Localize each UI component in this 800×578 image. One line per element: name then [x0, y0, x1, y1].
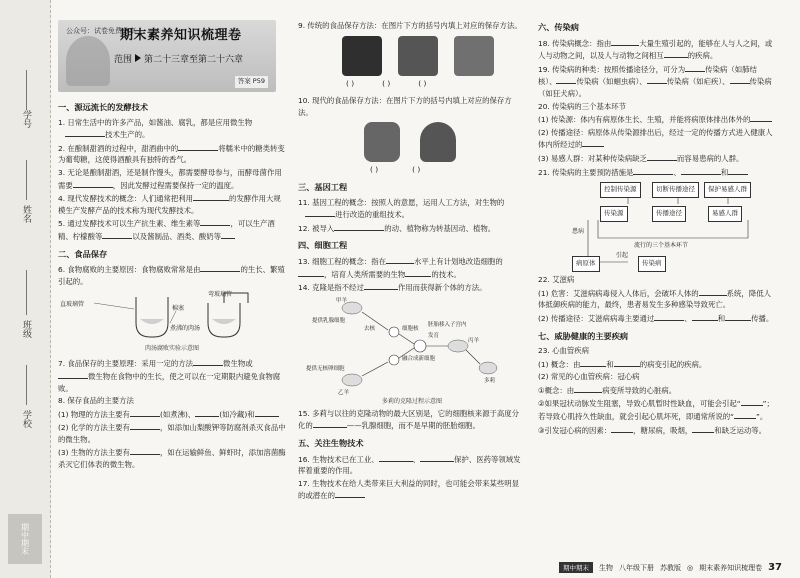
broth-experiment-figure	[58, 289, 286, 353]
broth-label: 煮沸的肉汤	[170, 325, 201, 333]
blank[interactable]	[255, 408, 279, 417]
blank[interactable]	[647, 75, 667, 84]
flask-diagram	[58, 289, 286, 345]
section-heading: 二、食品保存	[58, 248, 108, 259]
pathogen-box: 病原体	[572, 256, 600, 272]
school-line	[26, 365, 27, 405]
causes-label: 引起	[616, 252, 629, 260]
blank[interactable]	[221, 230, 235, 239]
middle-column	[298, 20, 526, 503]
dolly-label: 多莉	[484, 377, 496, 384]
question-23-1: (1) 概念：由 和 的病变引起的疾病。	[538, 359, 707, 369]
question-6: 6. 食物腐败的主要原因：食物腐败常常是由 的生长、繁殖引起的。	[58, 265, 285, 286]
blank[interactable]	[313, 419, 347, 428]
question-22-1: (1) 危害：艾滋病病毒侵入人体后，会破坏人体的 系统，降低人体抵御疾病的能力，最终，患者易发生多种感染导致死亡。	[538, 288, 771, 310]
blank[interactable]	[386, 255, 414, 264]
photo-salted-fish	[342, 36, 382, 76]
question-16: 16. 生物技术已在工业、 、 保护、医药等领域发挥着重要的作用。	[298, 454, 521, 476]
question-8: 8. 保存食品的主要方法	[58, 396, 134, 406]
binding-strip	[0, 0, 51, 578]
fused-cell-label: 融合成新细胞	[402, 355, 436, 362]
blank[interactable]	[298, 268, 324, 277]
blank[interactable]	[692, 312, 718, 321]
three-links-label: 流行的三个基本环节	[634, 242, 689, 250]
nucleus-label: 细胞核	[402, 325, 419, 332]
blank[interactable]	[580, 358, 606, 367]
blank[interactable]	[193, 192, 229, 201]
blank[interactable]	[730, 75, 750, 84]
question-9: 9. 传统的食品保存方法：在图片下方的括号内填上对应的保存方法。	[298, 21, 522, 30]
blank[interactable]	[178, 142, 218, 151]
question-5: 5. 通过发酵技术可以生产抗生素、维生素等 ，可以生产酒精、柠檬酸等 以及酱制品、酒类、酸奶等	[58, 219, 275, 241]
sheep-a-label: 甲羊	[336, 297, 348, 304]
question-8-3: (3) 生物的方法主要有 ，如在运输鲜鱼、鲜虾时，添加溶菌酶杀灭它们体表的微生物。	[58, 448, 286, 470]
range-prefix: 范围	[114, 55, 133, 65]
footer-grade: 八年级下册	[618, 563, 654, 572]
question-22: 22. 艾滋病	[538, 275, 575, 285]
figure-caption: 肉汤腐败实验示意图	[144, 345, 199, 353]
blank[interactable]	[647, 152, 677, 161]
question-12: 12. 被导入 的动、植物称为转基因动、植物。	[298, 223, 496, 233]
blank[interactable]	[379, 453, 413, 462]
question-2: 2. 在酿制甜酒的过程中，甜酒曲中的 将糯米中的糖类转变为葡萄糖，这使得酒酿具有独特的香气。	[58, 143, 285, 165]
photo-dried-meat	[398, 36, 438, 76]
question-23-2b: ②如果冠状动脉发生阻塞，导致心肌暂时性缺血，可能会引起“ ”；若导致心肌持久性缺血，就会引起心肌坏死，即通常所说的“ ”。	[538, 399, 774, 422]
implant-label: 胚胎移入子宫内发育	[428, 321, 467, 340]
left-column	[58, 20, 286, 472]
question-1: 1. 日常生活中的许多产品，如酱油、腐乳，都是应用微生物 技术生产的。	[58, 117, 253, 140]
sheep-c-label: 丙羊	[468, 337, 480, 344]
egg-donor-label: 提供无核卵细胞	[306, 365, 345, 372]
section-heading: 一、源远流长的发酵技术	[58, 102, 149, 112]
school-label: 学校	[21, 410, 31, 428]
blank[interactable]	[335, 489, 365, 498]
blank[interactable]	[699, 287, 727, 296]
name-line	[26, 160, 27, 200]
straight-tube-label: 直玻璃管	[60, 301, 85, 309]
q9-blank-3[interactable]: ( )	[418, 78, 427, 88]
traditional-preservation-photos	[342, 36, 526, 76]
photo-vacuum-package	[420, 122, 456, 162]
section-heading: 三、基因工程	[298, 181, 348, 192]
blank[interactable]	[73, 179, 113, 188]
cut-route-box: 切断传播途径	[652, 182, 699, 198]
question-19: 19. 传染病的种类：按照传播途径分，可分为 传染病（如肺结核）、 传染病（如蛔虫病）、 传染病（如疟疾）、 传染病（如狂犬病）。	[538, 64, 772, 98]
section-heading: 七、威胁健康的主要疾病	[538, 330, 629, 341]
wechat-note: 公众号：试卷免费分享	[66, 27, 136, 35]
question-20-3: (3) 易感人群：对某种传染病缺乏 而容易患病的人群。	[538, 153, 744, 163]
blank[interactable]	[741, 397, 763, 406]
blank[interactable]	[193, 357, 223, 366]
mascot-icon	[66, 36, 110, 86]
blank[interactable]	[420, 453, 454, 462]
q10-blank-2[interactable]: ( )	[412, 165, 421, 175]
question-23-2a: ①概念：由 病变所导致的心脏病。	[538, 385, 677, 395]
blank[interactable]	[725, 312, 751, 321]
student-id-line	[26, 70, 27, 110]
blank[interactable]	[611, 37, 639, 46]
question-22-2: (2) 传播途径：艾滋病病毒主要通过 、 和 传播。	[538, 313, 774, 323]
play-icon	[135, 54, 141, 62]
blank[interactable]	[582, 138, 604, 147]
question-23-2c: ③引发冠心病的因素： ，糖尿病，吸烟， 和缺乏运动等。	[538, 425, 767, 435]
blank[interactable]	[692, 424, 714, 433]
susceptible-box: 易感人群	[708, 206, 742, 222]
blank[interactable]	[405, 268, 431, 277]
range-text: 第二十三章至第二十六章	[144, 55, 244, 65]
blank[interactable]	[200, 217, 230, 226]
blank[interactable]	[130, 446, 160, 455]
blank[interactable]	[130, 408, 160, 417]
class-label: 班级	[21, 320, 31, 338]
range-line	[114, 54, 243, 67]
page-footer	[559, 562, 782, 573]
binding-stamp: 期中期末	[8, 514, 42, 564]
question-3: 3. 无论是酿制甜酒，还是制作馒头，都需要酵母参与，而酵母菌作用需要 ，因此发酵过程需要保持一定的温度。	[58, 167, 282, 190]
blank[interactable]	[305, 208, 335, 217]
question-7: 7. 食品保存的主要原理：采用一定的方法 微生物或 微生物在食物中的生长，使之可以在一定期限内避免食物腐败。	[58, 359, 281, 393]
question-21: 21. 传染病的主要预防措施是 、 和	[538, 166, 774, 179]
infection-chain-diagram	[538, 180, 774, 270]
source-box: 传染源	[600, 206, 628, 222]
footer-edition: 苏教版	[659, 563, 681, 572]
section-heading: 五、关注生物技术	[298, 437, 364, 448]
donor-cell-label: 提供乳腺细胞	[312, 317, 346, 324]
footer-subject: 生物	[598, 563, 613, 572]
question-14: 14. 克隆是指不经过 作用而获得新个体的方法。	[298, 283, 487, 293]
name-label: 姓名	[21, 205, 31, 223]
question-4: 4. 现代发酵技术的概念：人们通常把利用 的发酵作用大规模生产发酵产品的技术称为现代发酵技术。	[58, 194, 281, 215]
cotton-plug-label: 棉塞	[172, 305, 185, 313]
section-heading: 六、传染病	[538, 22, 579, 32]
blank[interactable]	[664, 49, 688, 58]
blank[interactable]	[633, 166, 673, 175]
class-line	[26, 270, 27, 315]
page-title: 期末素养知识梳理卷	[120, 28, 242, 43]
footer-label: 期末素养知识梳理卷	[699, 563, 763, 572]
q9-blank-2[interactable]: ( )	[382, 78, 391, 88]
sheep-b-label: 乙羊	[338, 389, 350, 396]
blank[interactable]	[65, 128, 105, 137]
blank[interactable]	[58, 370, 88, 379]
control-source-box: 控制传染源	[600, 182, 641, 198]
blank[interactable]	[364, 281, 398, 290]
question-17: 17. 生物技术在给人类带来巨大利益的同时，也可能会带来某些明显的或潜在的	[298, 478, 520, 501]
enucleate-label: 去核	[364, 325, 376, 332]
blank[interactable]	[728, 166, 748, 175]
question-23-2: (2) 常见的心血管疾病：冠心病	[538, 372, 640, 382]
q9-blank-1[interactable]: ( )	[346, 78, 355, 88]
modern-preservation-photos	[364, 122, 526, 162]
photo-pickled-food	[454, 36, 494, 76]
photo-canned-food	[364, 122, 400, 162]
footer-bullet-icon: ◎	[686, 563, 694, 572]
blank[interactable]	[750, 113, 772, 122]
q10-blank-1[interactable]: ( )	[370, 165, 379, 175]
blank[interactable]	[130, 421, 160, 430]
question-20: 20. 传染病的三个基本环节	[538, 101, 627, 111]
blank[interactable]	[102, 230, 132, 239]
route-box: 传播途径	[652, 206, 686, 222]
answer-ref: 答案 P59	[235, 76, 268, 88]
disease-box: 传染病	[638, 256, 666, 272]
question-23: 23. 心血管疾病	[538, 346, 590, 356]
page-number: 37	[768, 562, 782, 573]
protect-group-box: 保护易感人群	[704, 182, 751, 198]
question-18: 18. 传染病概念：指由 大量生殖引起的，能够在人与人之间，或人与动物之间，以及人与动物之间相互 的疾病。	[538, 38, 773, 61]
blank[interactable]	[654, 312, 684, 321]
blank[interactable]	[195, 408, 219, 417]
question-15: 15. 多莉与以往的克隆动物的最大区别是，它的细胞核来源于高度分化的 ——乳腺细胞，而不是早期的胚胎细胞。	[298, 408, 520, 431]
blank[interactable]	[685, 63, 705, 72]
question-20-1: (1) 传染源：体内有病原体生长、生殖，并能将病原体排出体外的	[538, 113, 774, 126]
blank[interactable]	[611, 424, 633, 433]
blank[interactable]	[334, 222, 384, 231]
sick-label: 患病	[572, 228, 585, 236]
clone-diagram	[298, 296, 526, 406]
question-8-1: (1) 物理的方法主要有 (如煮沸)、 (如冷藏)和	[58, 408, 286, 421]
q10-blank-row	[370, 164, 526, 176]
q9-blank-row	[346, 78, 526, 90]
right-column	[538, 16, 774, 437]
clone-caption: 多莉的克隆过程示意图	[381, 397, 442, 405]
section-heading: 四、细胞工程	[298, 240, 348, 251]
blank[interactable]	[734, 410, 756, 419]
question-13: 13. 细胞工程的概念：指在 水平上有计划地改造细胞的 ，培育人类所需要的生物 的技术。	[298, 256, 503, 279]
question-11: 11. 基因工程的概念：按照人的意愿，运用人工方法，对生物的 进行改造的重组技术。	[298, 197, 505, 220]
blank[interactable]	[200, 263, 240, 272]
blank[interactable]	[574, 384, 602, 393]
bent-tube-label: 弯玻璃管	[208, 291, 233, 299]
blank[interactable]	[681, 166, 721, 175]
student-id-label: 学号	[21, 110, 31, 128]
header-banner	[58, 20, 276, 92]
blank[interactable]	[614, 358, 640, 367]
question-8-2: (2) 化学的方法主要有 ，如添加山梨酸钾等防腐剂杀灭食品中的微生物。	[58, 423, 286, 444]
blank[interactable]	[556, 75, 576, 84]
question-10: 10. 现代的食品保存方法：在图片下方的括号内填上对应的保存方法。	[298, 96, 512, 117]
footer-tag: 期中期末	[559, 562, 593, 573]
question-20-2: (2) 传播途径：病原体从传染源排出后，经过一定的传播方式进入健康人体内所经过的	[538, 127, 773, 150]
